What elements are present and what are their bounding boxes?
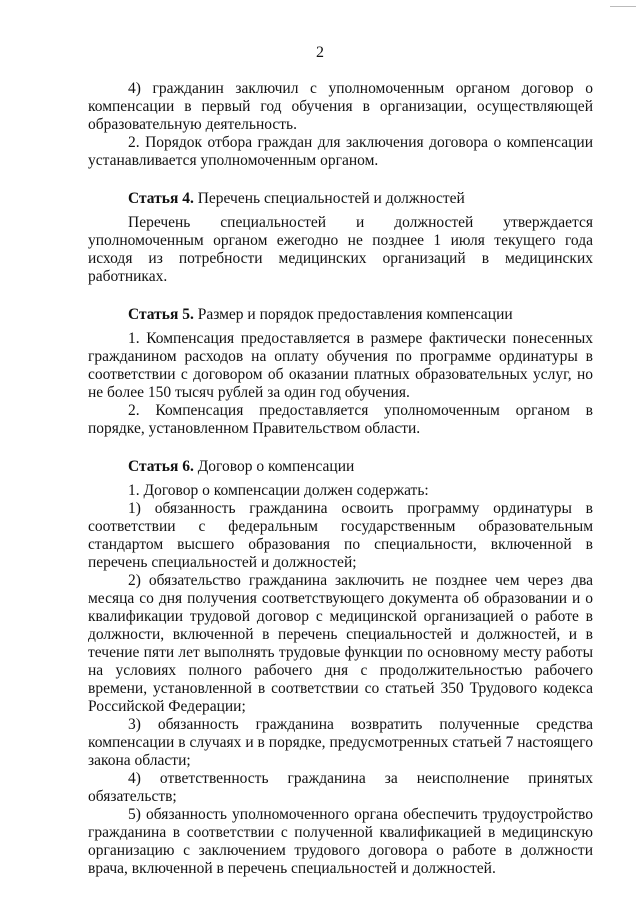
article-5-paragraph-1: 1. Компенсация предоставляется в размере фактически понесенных гражданином расходов на оплату обучения по программе ординатуры в соответствии с договором об оказании платных образовательных услуг, но не более 150 тысяч рублей за один год обучения. — [88, 330, 593, 401]
document-body — [88, 80, 593, 878]
article-6-item-1: 1) обязанность гражданина освоить программу ординатуры в соответствии с федеральным государственным образовательным стандартом высшего образования по специальности, включенной в перечень специальностей и должностей; — [88, 500, 593, 571]
article-4-title: Перечень специальностей и должностей — [197, 190, 465, 207]
article-4-label: Статья 4. — [128, 190, 194, 207]
article-4-heading — [88, 190, 593, 208]
article-5-label: Статья 5. — [128, 306, 194, 323]
article-6-item-4: 4) ответственность гражданина за неисполнение принятых обязательств; — [88, 770, 593, 805]
article-6-paragraph-intro: 1. Договор о компенсации должен содержать: — [128, 482, 429, 499]
page-number: 2 — [316, 44, 324, 61]
article-6-item-5: 5) обязанность уполномоченного органа обеспечить трудоустройство гражданина в соответствии с полученной квалификацией в медицинскую организацию с заключением трудового договора о работе в должности врача, включенной в перечень специальностей и должностей. — [88, 806, 593, 877]
article-6-item-2: 2) обязательство гражданина заключить не позднее чем через два месяца со дня получения соответствующего документа об образовании и о квалификации трудовой договор с медицинской организацией о работе в должности, включенной в перечень специальностей и должностей, и в течение пяти лет выполнять трудовые функции по основному месту работы на условиях полного рабочего дня с продолжительностью рабочего времени, установленной в соответствии со статьей 350 Трудового кодекса Российской Федерации; — [88, 572, 593, 715]
article-6-label: Статья 6. — [128, 458, 194, 475]
article-5-title: Размер и порядок предоставления компенсации — [197, 306, 513, 323]
article-5-paragraph-2: 2. Компенсация предоставляется уполномоченным органом в порядке, установленном Правительством области. — [88, 402, 593, 437]
article-5-heading — [88, 306, 593, 324]
paragraph-selection-order: 2. Порядок отбора граждан для заключения договора о компенсации устанавливается уполномоченным органом. — [88, 134, 593, 169]
article-6-item-3: 3) обязанность гражданина возвратить полученные средства компенсации в случаях и в порядке, предусмотренных статьей 7 настоящего закона области; — [88, 716, 593, 769]
article-6-title: Договор о компенсации — [197, 458, 355, 475]
page-corner-mark — [610, 0, 636, 7]
paragraph-clause-4: 4) гражданин заключил с уполномоченным органом договор о компенсации в первый год обучения в организации, осуществляющей образовательную деятельность. — [88, 80, 593, 133]
article-4-paragraph: Перечень специальностей и должностей утверждается уполномоченным органом ежегодно не позднее 1 июля текущего года исходя из потребности медицинских организаций в медицинских работниках. — [88, 214, 593, 285]
article-6-heading — [88, 458, 593, 476]
